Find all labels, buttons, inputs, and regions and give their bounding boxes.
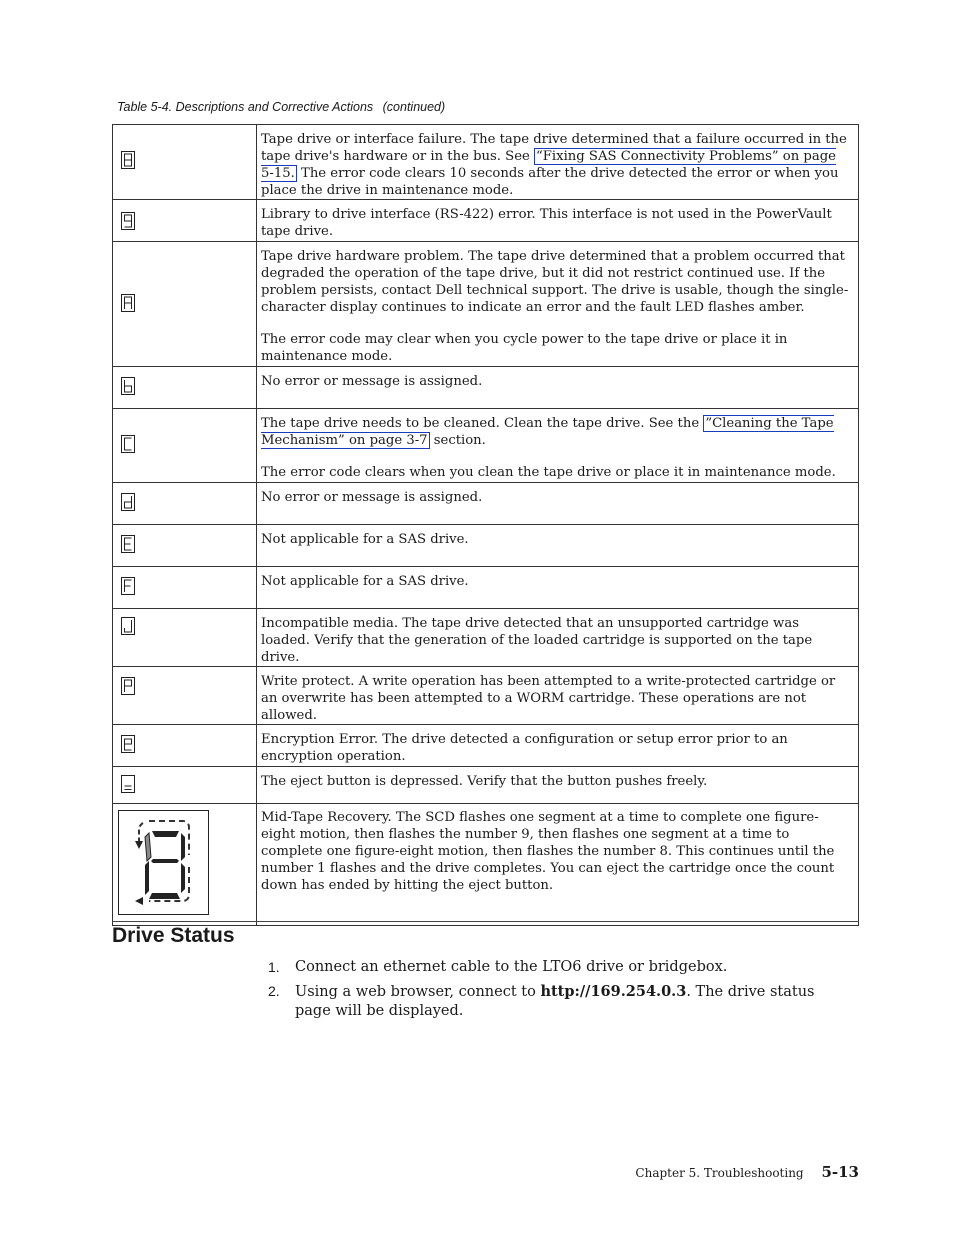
page-footer [635, 1163, 859, 1181]
row-description: Library to drive interface (RS-422) error. This interface is not used in the PowerVault tape drive. [261, 207, 832, 239]
section-divider [112, 921, 859, 922]
seven-segment-p-icon [121, 677, 135, 695]
table-row [113, 525, 859, 567]
list-item [268, 982, 848, 1021]
row-description: No error or message is assigned. [261, 374, 483, 389]
row-description: The eject button is depressed. Verify that the button pushes freely. [261, 774, 708, 789]
row-description: Not applicable for a SAS drive. [261, 574, 469, 589]
row-description: Encryption Error. The drive detected a configuration or setup error prior to an encryption operation. [261, 732, 788, 764]
section-heading: Drive Status [112, 924, 235, 947]
step-text: Using a web browser, connect to http://169.254.0.3. The drive status page will be displayed. [295, 983, 815, 1019]
table-row [113, 242, 859, 367]
table-row [113, 725, 859, 767]
row-description: Tape drive or interface failure. The tape drive determined that a failure occurred in the tape drive's hardware or in the bus. See “Fixing SAS Connectivity Problems” on page 5-15. The error code clears 10 seconds after the drive detected the error or when you place the drive in maintenance mode. [261, 132, 847, 198]
table-row [113, 804, 859, 926]
row-description-note: The error code may clear when you cycle power to the tape drive or place it in maintenance mode. [261, 332, 788, 364]
seven-segment-8-icon [121, 151, 135, 169]
link-fixing-sas-connectivity[interactable]: “Fixing SAS Connectivity Problems” on page 5-15. [261, 149, 836, 181]
seven-segment-underscore-icon [121, 775, 135, 793]
table-row [113, 200, 859, 242]
row-description: Not applicable for a SAS drive. [261, 532, 469, 547]
seven-segment-9-icon [121, 212, 135, 230]
seven-segment-b-icon [121, 377, 135, 395]
table-caption [117, 100, 445, 114]
seven-segment-j-icon [121, 617, 135, 635]
table-caption-continued: (continued) [382, 100, 446, 114]
table-row [113, 367, 859, 409]
error-code-table [112, 124, 859, 926]
table-caption-title: Table 5-4. Descriptions and Corrective Actions [117, 100, 374, 114]
footer-chapter: Chapter 5. Troubleshooting [635, 1166, 804, 1180]
seven-segment-a-icon [121, 294, 135, 312]
step-number: 2. [268, 983, 280, 999]
step-text: Connect an ethernet cable to the LTO6 drive or bridgebox. [295, 959, 728, 975]
table-row [113, 567, 859, 609]
figure-eight-recovery-icon [118, 810, 209, 915]
drive-status-steps [268, 958, 848, 1026]
seven-segment-e-icon [121, 535, 135, 553]
step-number: 1. [268, 959, 280, 975]
table-row [113, 483, 859, 525]
row-description: The tape drive needs to be cleaned. Clean the tape drive. See the ”Cleaning the Tape Mechanism” on page 3-7 section. [261, 416, 834, 448]
seven-segment-e-lower-icon [121, 735, 135, 753]
table-row [113, 125, 859, 200]
link-cleaning-tape-mechanism[interactable]: ”Cleaning the Tape Mechanism” on page 3-7 [261, 416, 834, 448]
table-row [113, 767, 859, 804]
drive-status-url: http://169.254.0.3 [540, 983, 687, 1000]
row-description: Incompatible media. The tape drive detected that an unsupported cartridge was loaded. Verify that the generation of the loaded cartridge is supported on the tape drive. [261, 616, 813, 665]
row-description: Tape drive hardware problem. The tape drive determined that a problem occurred that degraded the operation of the tape drive, but it did not restrict continued use. If the problem persists, contact Dell technical support. The drive is usable, though the single-character display continues to indicate an error and the fault LED flashes amber. [261, 249, 849, 315]
table-row [113, 409, 859, 483]
seven-segment-d-icon [121, 493, 135, 511]
seven-segment-f-icon [121, 577, 135, 595]
row-description: No error or message is assigned. [261, 490, 483, 505]
page-number: 5-13 [821, 1163, 859, 1181]
row-description: Write protect. A write operation has been attempted to a write-protected cartridge or an overwrite has been attempted to a WORM cartridge. These operations are not allowed. [261, 674, 836, 723]
row-description: Mid-Tape Recovery. The SCD flashes one segment at a time to complete one figure-eight motion, then flashes the number 9, then flashes one segment at a time to complete one figure-eight motion, then flashes the number 8. This continues until the number 1 flashes and the drive completes. You can eject the cartridge once the count down has ended by hitting the eject button. [261, 810, 835, 893]
list-item [268, 958, 848, 977]
seven-segment-c-icon [121, 435, 135, 453]
table-row [113, 667, 859, 725]
table-row [113, 609, 859, 667]
row-description-note: The error code clears when you clean the tape drive or place it in maintenance mode. [261, 465, 836, 480]
